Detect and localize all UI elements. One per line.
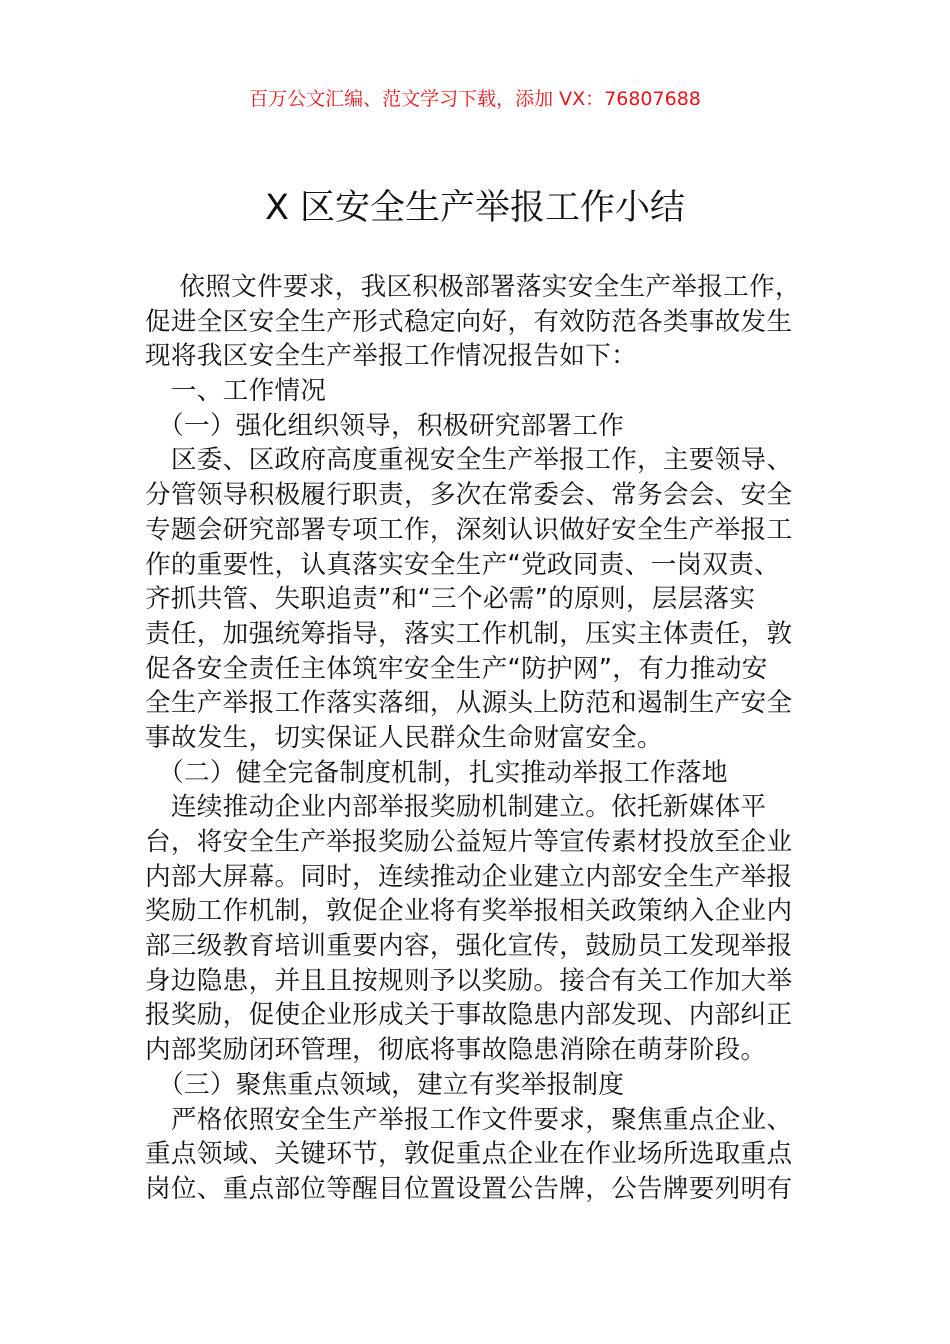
text-line: 促进全区安全生产形式稳定向好，有效防范各类事故发生 [145,306,793,337]
text-line: 依照文件要求，我区积极部署落实安全生产举报工作， [145,272,801,302]
watermark-header: 百万公文汇编、范文学习下载，添加 VX：76807688 [249,88,701,110]
text-line: （三）聚焦重点领域，建立有奖举报制度 [145,1069,625,1100]
page-title: X 区安全生产举报工作小结 [264,188,686,228]
text-line: 事故发生，切实保证人民群众生命财富安全。 [145,722,663,753]
text-line: 专题会研究部署专项工作，深刻认识做好安全生产举报工 [145,514,793,545]
text-line: 严格依照安全生产举报工作文件要求，聚焦重点企业、 [145,1104,793,1135]
text-line: 岗位、重点部位等醒目位置设置公告牌，公告牌要列明有 [145,1173,793,1204]
text-line: 齐抓共管、失职追责”和“三个必需”的原则，层层落实 [145,584,756,615]
text-line: 现将我区安全生产举报工作情况报告如下： [145,341,637,372]
text-line: （二）健全完备制度机制，扎实推动举报工作落地 [145,757,728,788]
text-line: 作的重要性，认真落实安全生产“党政同责、一岗双责、 [145,549,781,580]
text-line: 责任，加强统筹指导，落实工作机制，压实主体责任，敦 [145,618,793,649]
text-line: 全生产举报工作落实落细，从源头上防范和遏制生产安全 [145,688,793,719]
text-line: 报奖励，促使企业形成关于事故隐患内部发现、内部纠正 [145,1000,793,1031]
text-line: 奖励工作机制，敦促企业将有奖举报相关政策纳入企业内 [145,896,793,927]
text-line: （一）强化组织领导，积极研究部署工作 [145,410,625,441]
text-line: 部三级教育培训重要内容，强化宣传，鼓励员工发现举报 [145,931,793,962]
text-line: 一、工作情况 [145,376,327,407]
text-line: 分管领导积极履行职责，多次在常委会、常务会会、安全 [145,480,793,511]
text-line: 促各安全责任主体筑牢安全生产“防护网”，有力推动安 [145,653,768,684]
text-line: 身边隐患，并且且按规则予以奖励。接合有关工作加大举 [145,965,793,996]
text-line: 连续推动企业内部举报奖励机制建立。依托新媒体平 [145,792,767,823]
text-line: 重点领域、关键环节，敦促重点企业在作业场所选取重点 [145,1139,793,1170]
text-line: 内部大屏幕。同时，连续推动企业建立内部安全生产举报 [145,861,793,892]
text-line: 内部奖励闭环管理，彻底将事故隐患消除在萌芽阶段。 [145,1035,767,1066]
text-line: 台，将安全生产举报奖励公益短片等宣传素材投放至企业 [145,827,793,857]
text-line: 区委、区政府高度重视安全生产举报工作，主要领导、 [145,445,793,476]
document-body [145,270,825,1207]
